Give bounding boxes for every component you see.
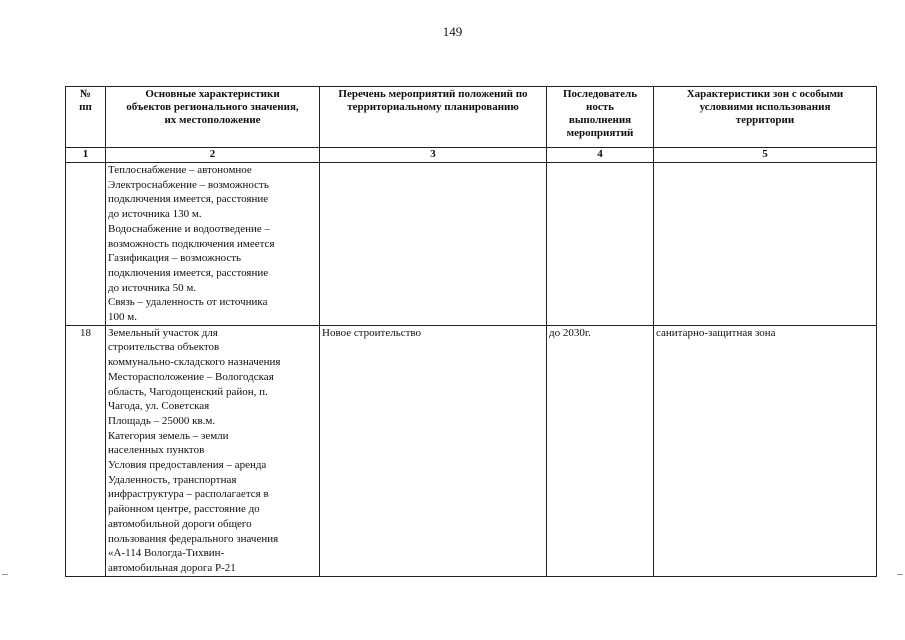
table-row	[66, 163, 877, 326]
scan-mark-left	[2, 574, 8, 575]
header-sequence: Последователь ность выполнения мероприятий	[547, 87, 654, 148]
column-number: 5	[654, 148, 877, 163]
header-zones: Характеристики зон с особыми условиями использования территории	[654, 87, 877, 148]
header-number: № пп	[66, 87, 106, 148]
page-number: 149	[442, 24, 463, 39]
sequence-cell	[547, 163, 654, 326]
column-number: 1	[66, 148, 106, 163]
sequence-cell: до 2030г.	[547, 325, 654, 576]
column-number: 2	[106, 148, 320, 163]
table-row	[66, 325, 877, 576]
characteristics-cell: Земельный участок для строительства объектов коммунально-складского назначения Месторасположение – Вологодская область, Чагодощенский район, п. Чагода, ул. Советская Площадь – 25000 кв.м. Категория земель – земли населенных пунктов Условия предоставления – аренда Удаленность, транспортная инфраструктура – располагается в районном центре, расстояние до автомобильной дороги общего пользования федерального значения «А-114 Вологда-Тихвин- автомобильная дорога Р-21	[106, 325, 320, 576]
column-number: 3	[320, 148, 547, 163]
zones-cell: санитарно-защитная зона	[654, 325, 877, 576]
header-measures: Перечень мероприятий положений по территориальному планированию	[320, 87, 547, 148]
header-characteristics: Основные характеристики объектов регионального значения, их местоположение	[106, 87, 320, 148]
measures-cell	[320, 163, 547, 326]
column-number-row	[66, 148, 877, 163]
zones-cell	[654, 163, 877, 326]
scan-mark-right	[897, 574, 903, 575]
regional-objects-table	[65, 86, 877, 577]
column-number: 4	[547, 148, 654, 163]
row-number-cell: 18	[66, 325, 106, 576]
measures-cell: Новое строительство	[320, 325, 547, 576]
characteristics-cell: Теплоснабжение – автономное Электроснабжение – возможность подключения имеется, расстояние до источника 130 м. Водоснабжение и водоотведение – возможность подключения имеется Газификация – возможность подключения имеется, расстояние до источника 50 м. Связь – удаленность от источника 100 м.	[106, 163, 320, 326]
row-number-cell	[66, 163, 106, 326]
table-header-row	[66, 87, 877, 148]
